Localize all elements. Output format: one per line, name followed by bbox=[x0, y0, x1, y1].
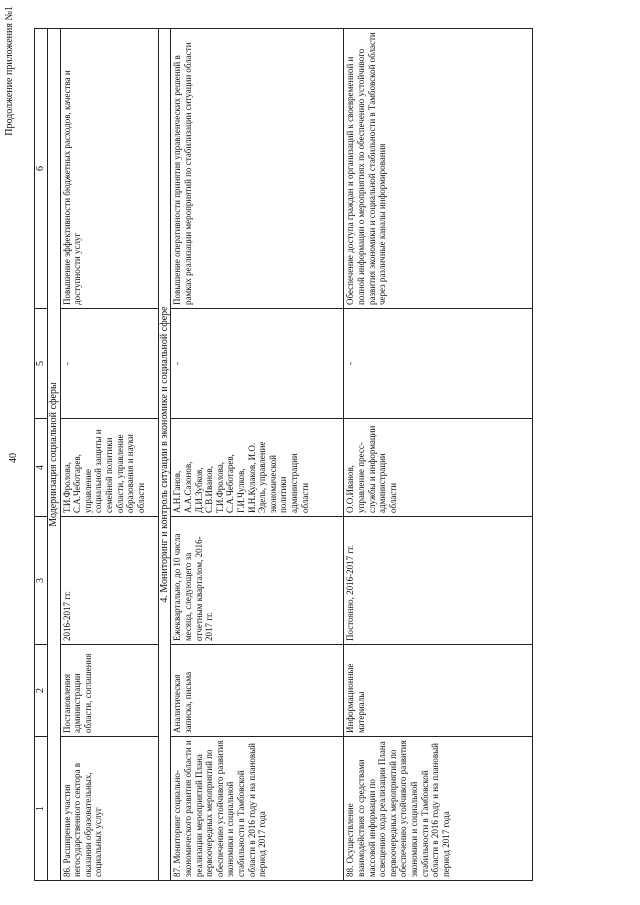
header-row bbox=[35, 29, 48, 881]
header-cell: 1 bbox=[35, 737, 48, 881]
deadline-cell: Постоянно, 2016-2017 гг. bbox=[344, 517, 533, 645]
measure-cell: 87. Мониторинг социально-экономического развития области и реализации мероприятий Плана первоочередных мероприятий по обеспечению устойчивого развития экономики и социальной стабильности в Тамбовской области в 2016 году и на плановый период 2017 года bbox=[171, 737, 344, 881]
responsible-cell: Т.И.Фролова, С.А.Чеботарев, управление социальной защиты и семейной политики области, управление образования и науки области bbox=[60, 419, 158, 517]
table-row bbox=[60, 29, 158, 881]
funding-cell: - bbox=[60, 309, 158, 419]
result-cell: Повышение эффективности бюджетных расходов, качества и доступности услуг bbox=[60, 29, 158, 309]
appendix-caption: Продолжение приложения №1 bbox=[4, 6, 15, 136]
header-cell: 3 bbox=[35, 517, 48, 645]
funding-cell: - bbox=[171, 309, 344, 419]
result-cell: Обеспечение доступа граждан и организаций к своевременной и полной информации о мероприятиях по обеспечению устойчивого развития экономики и социальной стабильности в Тамбовской области через различные каналы информирования bbox=[344, 29, 533, 309]
measure-cell: 86. Расширение участия негосударственного сектора в оказании образовательных, социальных услуг bbox=[60, 737, 158, 881]
result-cell: Повышение оперативности принятия управленческих решений в рамках реализации мероприятий по стабилизации ситуации области bbox=[171, 29, 344, 309]
header-cell: 5 bbox=[35, 309, 48, 419]
responsible-cell: А.Н.Ганов, А.А.Сазонов, Д.И.Зубков, С.В.Иванов, Т.И.Фролова, С.А.Чеботарев, Г.И.Чулков, И.Н.Кулаков, И.О. Эдель, управление экономической политики администрации области bbox=[171, 419, 344, 517]
header-cell: 4 bbox=[35, 419, 48, 517]
responsible-cell: О.О.Иванов, управление пресс-службы и информации администрации области bbox=[344, 419, 533, 517]
funding-cell: - bbox=[344, 309, 533, 419]
document-type-cell: Аналитическая записка, письма bbox=[171, 645, 344, 737]
measures-table bbox=[34, 28, 533, 881]
section-row bbox=[158, 29, 171, 881]
header-cell: 6 bbox=[35, 29, 48, 309]
section-title: Модернизация социальной сферы bbox=[47, 29, 60, 881]
table-row bbox=[171, 29, 344, 881]
deadline-cell: Ежеквартально, до 10 числа месяца, следующего за отчетным кварталом, 2016-2017 гг. bbox=[171, 517, 344, 645]
page-number: 40 bbox=[8, 453, 19, 463]
measure-cell: 88. Осуществление взаимодействия со средствами массовой информации по освещению хода реализации Плана первоочередных мероприятий по обеспечению устойчивого развития экономики и социальной стабильности в Тамбовской области в 2016 году и на плановый период 2017 года bbox=[344, 737, 533, 881]
section-title: 4. Мониторинг и контроль ситуации в экономике и социальной сфере bbox=[158, 29, 171, 881]
header-cell: 2 bbox=[35, 645, 48, 737]
deadline-cell: 2016-2017 гг. bbox=[60, 517, 158, 645]
section-row bbox=[47, 29, 60, 881]
document-type-cell: Информационные материалы bbox=[344, 645, 533, 737]
table-row bbox=[344, 29, 533, 881]
document-type-cell: Постановления администрации области, соглашения bbox=[60, 645, 158, 737]
